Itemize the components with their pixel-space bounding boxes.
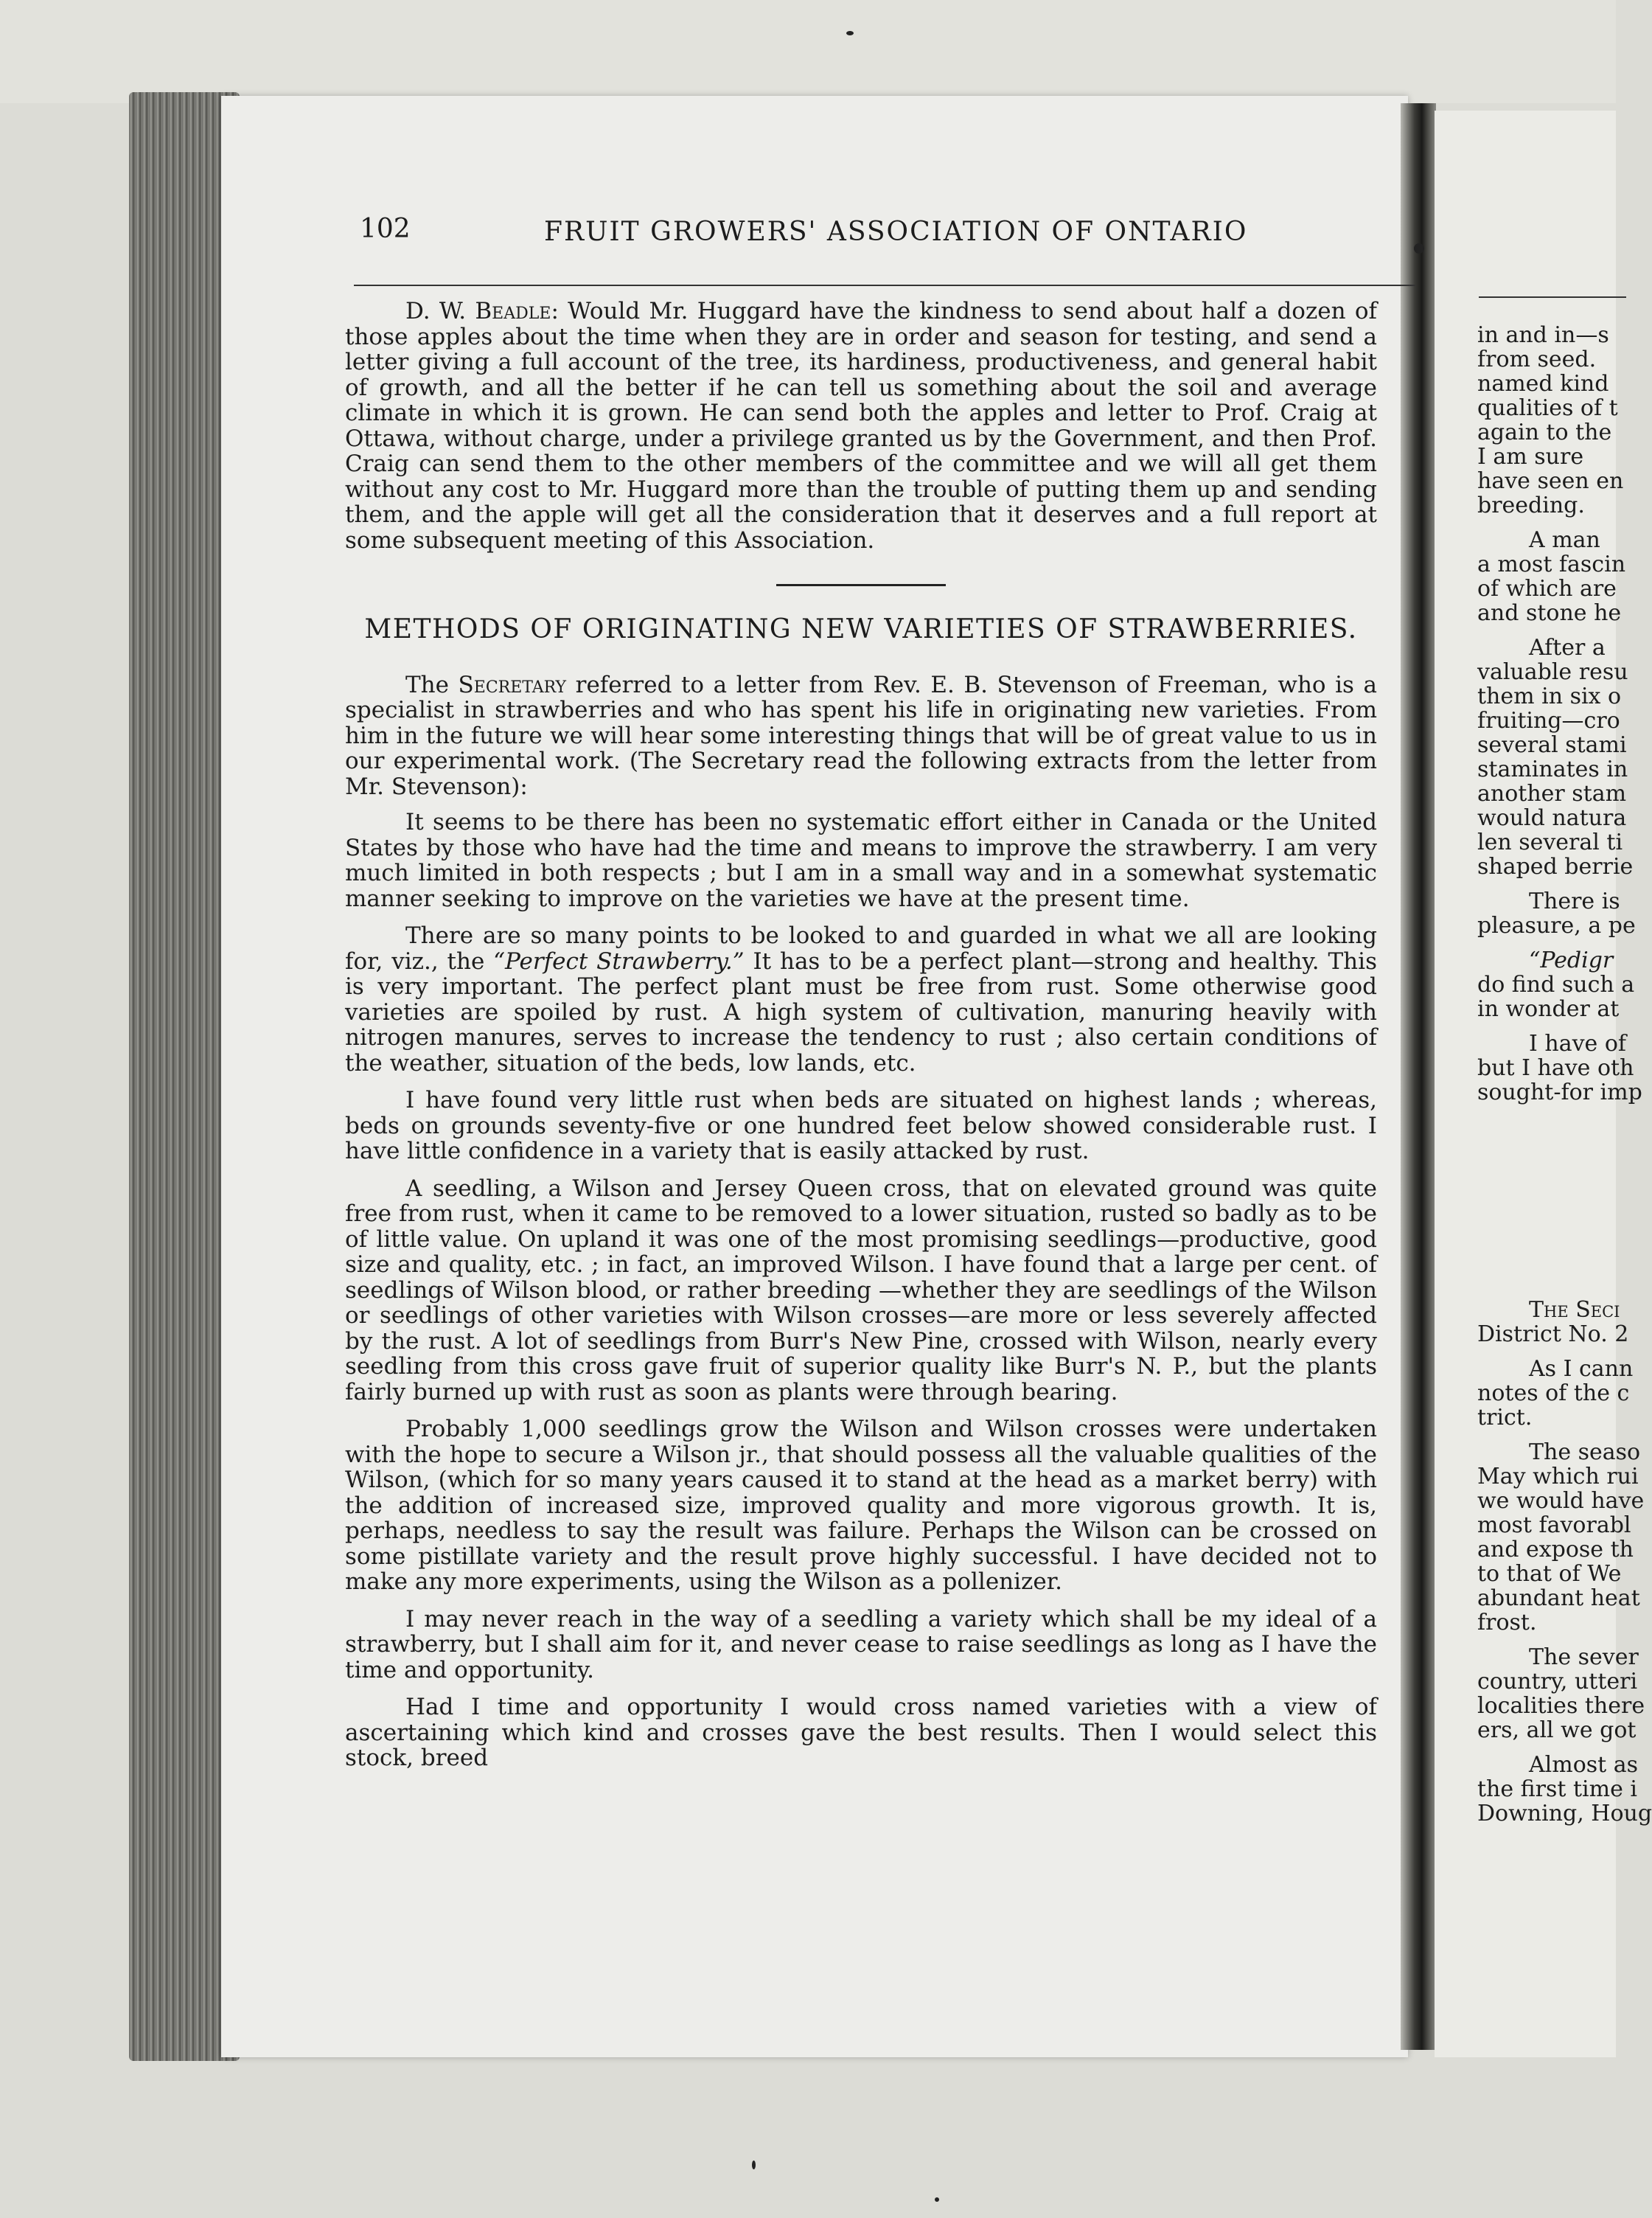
right-line: staminates in: [1477, 757, 1628, 782]
header-rule: [354, 285, 1415, 286]
right-line: frost.: [1477, 1610, 1537, 1635]
right-line: The seaso: [1529, 1439, 1641, 1465]
page-header: [360, 214, 1377, 258]
right-line: abundant heat: [1477, 1585, 1640, 1611]
right-line: but I have oth: [1477, 1055, 1634, 1081]
book-gutter: [1401, 103, 1436, 2050]
right-line: localities there: [1477, 1693, 1645, 1719]
right-line: fruiting—cro: [1477, 708, 1620, 734]
right-line: trict.: [1477, 1405, 1533, 1430]
lead-pre: The: [405, 671, 449, 698]
speaker-name: D. W. Beadle: [405, 298, 551, 324]
right-line: and stone he: [1477, 600, 1622, 626]
letter-paragraph: I may never reach in the way of a seedling a variety which shall be my ideal of a strawberry, but I shall aim for it, and never cease to raise seedlings as long as I have the time and opportunity.: [345, 1605, 1377, 1683]
right-line: I have of: [1529, 1031, 1626, 1057]
section-heading: METHODS OF ORIGINATING NEW VARIETIES OF STRAWBERRIES.: [364, 614, 1358, 644]
letter-extracts: [345, 810, 1377, 1771]
right-line: notes of the c: [1477, 1380, 1630, 1406]
right-line: and expose th: [1477, 1537, 1634, 1562]
intro-text: : Would Mr. Huggard have the kindness to send about half a dozen of those apples about the time when they are in order and season for testing, and send a letter giving a full account of the tree, its hardiness, productiveness, and general habit of growth, and all the better if he can tell us something about the soil and average climate in which it is grown. He can send both the apples and letter to Prof. Craig at Ottawa, without charge, under a privilege granted us by the Government, and then Prof. Craig can send them to the other members of the committee and we will all get them without any cost to Mr. Huggard more than the trouble of putting them up and sending them, and the apple will get all the consideration that it deserves and a full report at some subsequent meeting of this Association.: [345, 298, 1377, 554]
right-line: the first time i: [1477, 1776, 1637, 1802]
letter-paragraph: I have found very little rust when beds are situated on highest lands ; whereas, beds on grounds seventy-five or one hundred feet below showed considerable rust. I have little confidence in a variety that is easily attacked by rust.: [345, 1087, 1377, 1164]
right-line: The Seci: [1529, 1297, 1620, 1323]
right-line: After a: [1529, 635, 1606, 661]
scan-speck: [935, 2197, 939, 2202]
right-line: in wonder at: [1477, 996, 1620, 1022]
right-line: I am sure: [1477, 444, 1584, 470]
right-page-partial: [1435, 111, 1652, 2057]
perfect-strawberry-phrase: “Perfect Strawberry.”: [493, 948, 745, 975]
letter-paragraph: It seems to be there has been no systematic effort either in Canada or the United States by those who have had the time and means to improve the strawberry. I am very much limited in both respects ; but I am in a small way and in a somewhat systematic manner seeking to improve on the varieties we have at the present time.: [345, 809, 1377, 912]
letter-paragraph: Had I time and opportunity I would cross named varieties with a view of ascertaining which kind and crosses gave the best results. Then I would select this stock, breed: [345, 1694, 1377, 1771]
letter-paragraph-start: There are so many points to be looked to and guarded in what we all are looking for, viz., the: [345, 922, 1377, 975]
running-title: FRUIT GROWERS' ASSOCIATION OF ONTARIO: [544, 217, 1248, 247]
right-line: another stam: [1477, 781, 1627, 807]
scan-background: [0, 0, 1616, 103]
letter-paragraph: Probably 1,000 seedlings grow the Wilson and Wilson crosses were undertaken with the hope to secure a Wilson jr., that should possess all the valuable qualities of the Wilson, (which for so many years caused it to stand at the head as a market berry) with the addition of increased size, improved quality and more vigorous growth. It is, perhaps, needless to say the result was failure. Perhaps the Wilson can be crossed on some pistillate variety and the result prove highly successful. I have decided not to make any more experiments, using the Wilson as a pollenizer.: [345, 1416, 1377, 1595]
lead-paragraph: [345, 672, 1377, 800]
right-line: a most fascin: [1477, 552, 1626, 577]
letter-paragraph: [345, 923, 1377, 1076]
right-line: in and in—s: [1477, 322, 1609, 348]
right-line: them in six o: [1477, 684, 1622, 709]
right-line: shaped berrie: [1477, 854, 1634, 880]
letter-paragraph-rest: It has to be a perfect plant—strong and healthy. This is very important. The perfect plant must be free from rust. Some otherwise good varieties are spoiled by rust. A high system of cultivation, manuring heavily with nitrogen manures, serves to increase the tendency to rust ; also certain conditions of the weather, situation of the beds, low lands, etc.: [345, 948, 1377, 1077]
right-line: pleasure, a pe: [1477, 913, 1636, 939]
intro-paragraph: [345, 299, 1377, 553]
right-line: ers, all we got: [1477, 1717, 1637, 1743]
right-line: qualities of t: [1477, 395, 1618, 421]
page-number: 102: [360, 214, 411, 244]
right-line: District No. 2: [1477, 1321, 1629, 1347]
right-line: several stami: [1477, 732, 1627, 758]
right-line: from seed.: [1477, 347, 1597, 372]
right-line: to that of We: [1477, 1561, 1622, 1587]
right-line: have seen en: [1477, 468, 1624, 494]
right-page-text: [1477, 111, 1652, 1826]
right-line: Almost as: [1529, 1752, 1639, 1778]
right-line: we would have: [1477, 1488, 1645, 1514]
right-line: The sever: [1529, 1644, 1639, 1670]
right-line: “Pedigr: [1529, 948, 1614, 973]
right-line: would natura: [1477, 805, 1627, 831]
page-body: [345, 299, 1377, 1783]
right-line: len several ti: [1477, 830, 1623, 855]
scan-speck: [846, 31, 854, 35]
lead-text: referred to a letter from Rev. E. B. Stevenson of Freeman, who is a specialist in strawberries and who has spent his life in originating new varieties. From him in the future we will hear some interesting things that will be of great value to us in our experimental work. (The Secretary read the following extracts from the letter from Mr. Stevenson):: [345, 671, 1377, 800]
secretary-label: Secretary: [458, 671, 567, 698]
letter-paragraph: A seedling, a Wilson and Jersey Queen cross, that on elevated ground was quite free from rust, when it came to be removed to a lower situation, rusted so badly as to be of little value. On upland it was one of the most promising seedlings—productive, good size and quality, etc. ; in fact, an improved Wilson. I have found that a large per cent. of seedlings of Wilson blood, or rather breeding —whether they are seedlings of the Wilson or seedlings of other varieties with Wilson crosses—are more or less severely affected by the rust. A lot of seedlings from Burr's New Pine, crossed with Wilson, nearly every seedling from this cross gave fruit of superior quality like Burr's N. P., but the plants fairly burned up with rust as soon as plants were through bearing.: [345, 1175, 1377, 1405]
scan-speck: [752, 2160, 756, 2169]
right-line: A man: [1529, 527, 1600, 553]
right-line: Downing, Houg: [1477, 1801, 1652, 1826]
right-line: breeding.: [1477, 493, 1585, 518]
right-line: May which rui: [1477, 1464, 1639, 1489]
right-line: most favorabl: [1477, 1512, 1631, 1538]
right-line: do find such a: [1477, 972, 1635, 998]
right-line: As I cann: [1529, 1356, 1634, 1382]
section-divider: [776, 584, 946, 586]
right-line: of which are: [1477, 576, 1617, 602]
right-line: valuable resu: [1477, 659, 1628, 685]
right-line: sought-for imp: [1477, 1080, 1642, 1105]
right-line: again to the: [1477, 420, 1612, 445]
right-line: named kind: [1477, 371, 1609, 397]
right-line: country, utteri: [1477, 1669, 1638, 1694]
scan-speck: [1414, 243, 1424, 254]
right-line: There is: [1529, 889, 1620, 914]
